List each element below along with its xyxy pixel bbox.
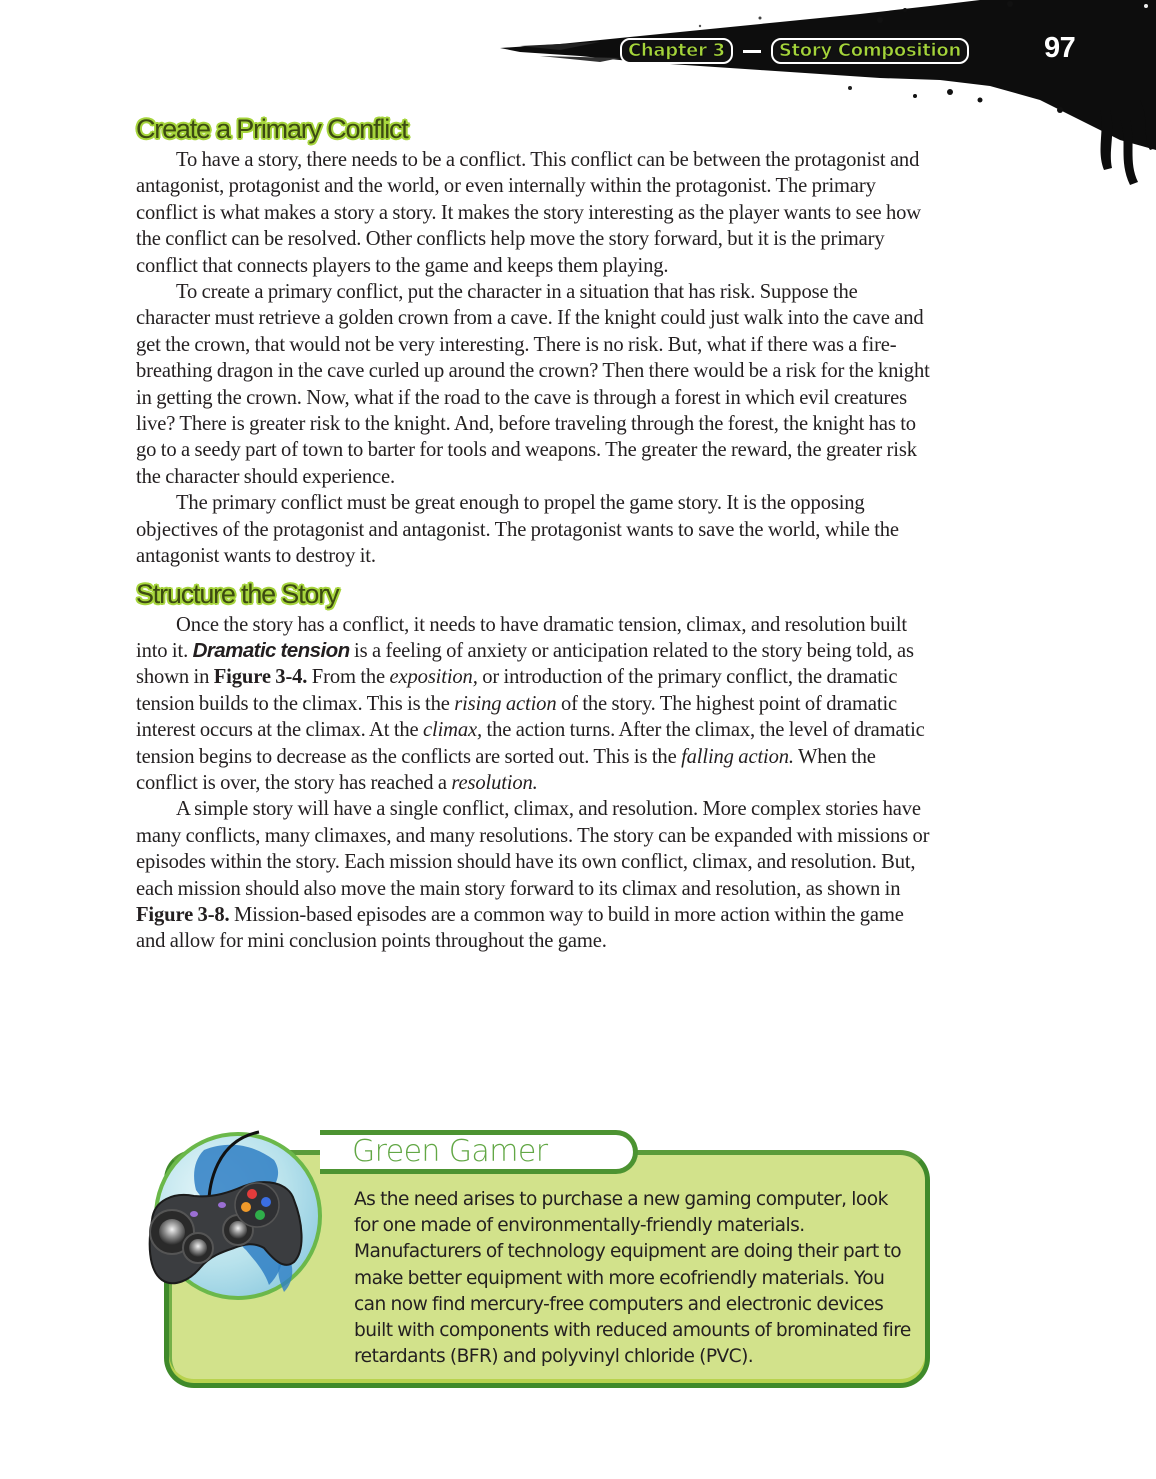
text-run: A simple story will have a single conflict, climax, and resolution. More complex stories have many conflicts, many climaxes, and many resolutions. The story can be expanded with missions or episodes within the story. Each mission should have its own conflict, climax, and resolution. But, each mission should also move the main story forward to its climax and resolution, as shown in [136, 798, 930, 900]
text-run: of the story. The highest point of dramatic interest occurs at the climax. At the [136, 692, 898, 742]
paragraph: The primary conflict must be great enough to propel the game story. It is the opposing objectives of the protagonist and antagonist. The protagonist wants to save the world, while the antagonist wants to destroy it. [136, 492, 899, 568]
section-heading-primary-conflict: Create a Primary Conflict [136, 114, 408, 144]
green-gamer-callout [134, 1120, 934, 1395]
italic-term: exposition, [389, 666, 478, 689]
italic-term: climax, [423, 719, 483, 742]
callout-title: Green Gamer [352, 1134, 548, 1169]
text-run: Once the story has a conflict, it needs to have dramatic tension, climax, and resolution built into it. [136, 613, 908, 662]
text-run: When the conflict is over, the story has reached a [136, 745, 876, 794]
game-controller-globe-icon [134, 1120, 334, 1320]
chapter-title-badge: Story Composition [771, 38, 969, 64]
header-separator [743, 50, 761, 53]
chapter-number-badge: Chapter 3 [620, 38, 733, 64]
text-run: is a feeling of anxiety or anticipation related to the story being told, as shown in [136, 639, 914, 689]
key-term: Dramatic tension [192, 638, 350, 662]
callout-body-text: As the need arises to purchase a new gaming computer, look for one made of environmentally-friendly materials. Manufacturers of technology equipment are doing their part to make better equipment with more ecofriendly materials. You can now find mercury-free computers and electronic devices built with components with reduced amounts of brominated fire retardants (BFR) and polyvinyl chloride (PVC). [354, 1189, 911, 1368]
section-heading-structure-story: Structure the Story [136, 578, 339, 609]
italic-term: falling action. [681, 745, 794, 768]
paragraph [136, 796, 936, 954]
text-run: or introduction of the primary conflict, the dramatic tension builds to the climax. This is the [136, 666, 898, 715]
text-run: Mission-based episodes are a common way to build in more action within the game and allow for mini conclusion points throughout the game. [136, 903, 904, 953]
paragraph: To have a story, there needs to be a conflict. This conflict can be between the protagonist and antagonist, protagonist and the world, or even internally within the protagonist. The primary conflict is what makes a story a story. It makes the story interesting as the player wants to see how the conflict can be resolved. Other conflicts help move the story forward, but it is the primary conflict that connects players to the game and keeps them playing. [136, 149, 921, 277]
paragraph [136, 612, 936, 797]
figure-reference-link[interactable]: Figure 3-4. [213, 666, 308, 689]
main-text-column [136, 108, 936, 955]
paragraph: To create a primary conflict, put the character in a situation that has risk. Suppose the character must retrieve a golden crown from a cave. If the knight could just walk into the cave and get the crown, that would not be very interesting. There is no risk. But, what if there was a fire-breathing dragon in the cave curled up around the crown? Then there would be a risk for the knight in getting the crown. Now, what if the road to the cave is through a forest in which evil creatures live? There is greater risk to the knight. And, before traveling through the forest, the knight has to go to a seedy part of town to barter for tools and weapons. The greater the reward, the greater risk the character should experience. [136, 281, 930, 488]
text-run: the action turns. After the climax, the level of dramatic tension begins to decrease as the conflicts are sorted out. This is the [136, 719, 925, 768]
running-header [620, 38, 969, 64]
page-number: 97 [1044, 32, 1076, 64]
figure-reference-link[interactable]: Figure 3-8. [136, 903, 230, 926]
text-run: From the [307, 666, 390, 689]
italic-term: resolution. [451, 771, 538, 794]
italic-term: rising action [454, 692, 557, 715]
